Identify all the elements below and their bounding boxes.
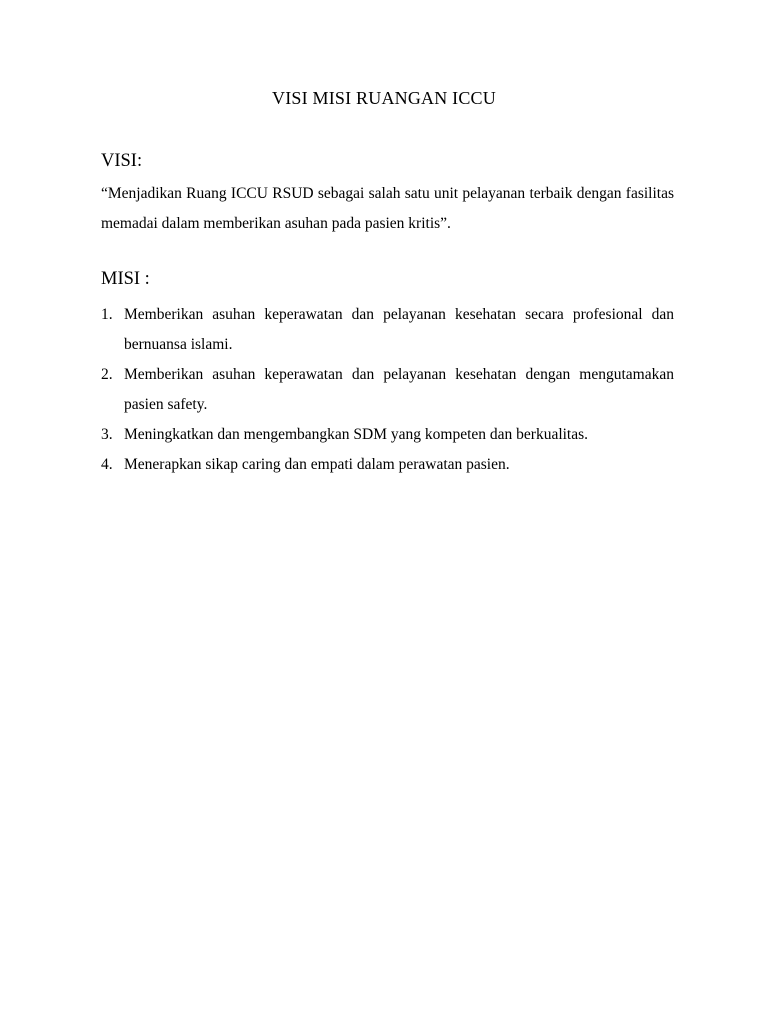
misi-item-number: 2.: [101, 366, 113, 383]
misi-heading: MISI :: [101, 269, 150, 289]
misi-item-text: Memberikan asuhan keperawatan dan pelayanan kesehatan secara profesional dan bernuansa islami.: [124, 306, 674, 353]
visi-heading: VISI:: [101, 151, 143, 171]
misi-item-number: 3.: [101, 426, 113, 443]
misi-item: [101, 300, 674, 360]
misi-item-number: 4.: [101, 456, 113, 473]
misi-item-text: Memberikan asuhan keperawatan dan pelayanan kesehatan dengan mengutamakan pasien safety.: [124, 366, 674, 413]
misi-item: [101, 360, 674, 420]
misi-item: [101, 420, 674, 450]
misi-item-text: Meningkatkan dan mengembangkan SDM yang kompeten dan berkualitas.: [124, 426, 589, 443]
misi-item-number: 1.: [101, 306, 113, 323]
document-title: VISI MISI RUANGAN ICCU: [272, 88, 496, 108]
misi-item: [101, 450, 674, 480]
misi-list: [101, 300, 674, 480]
misi-item-text: Menerapkan sikap caring dan empati dalam perawatan pasien.: [124, 456, 510, 473]
visi-text: “Menjadikan Ruang ICCU RSUD sebagai salah satu unit pelayanan terbaik dengan fasilitas memadai dalam memberikan asuhan pada pasien kritis”.: [101, 185, 674, 232]
